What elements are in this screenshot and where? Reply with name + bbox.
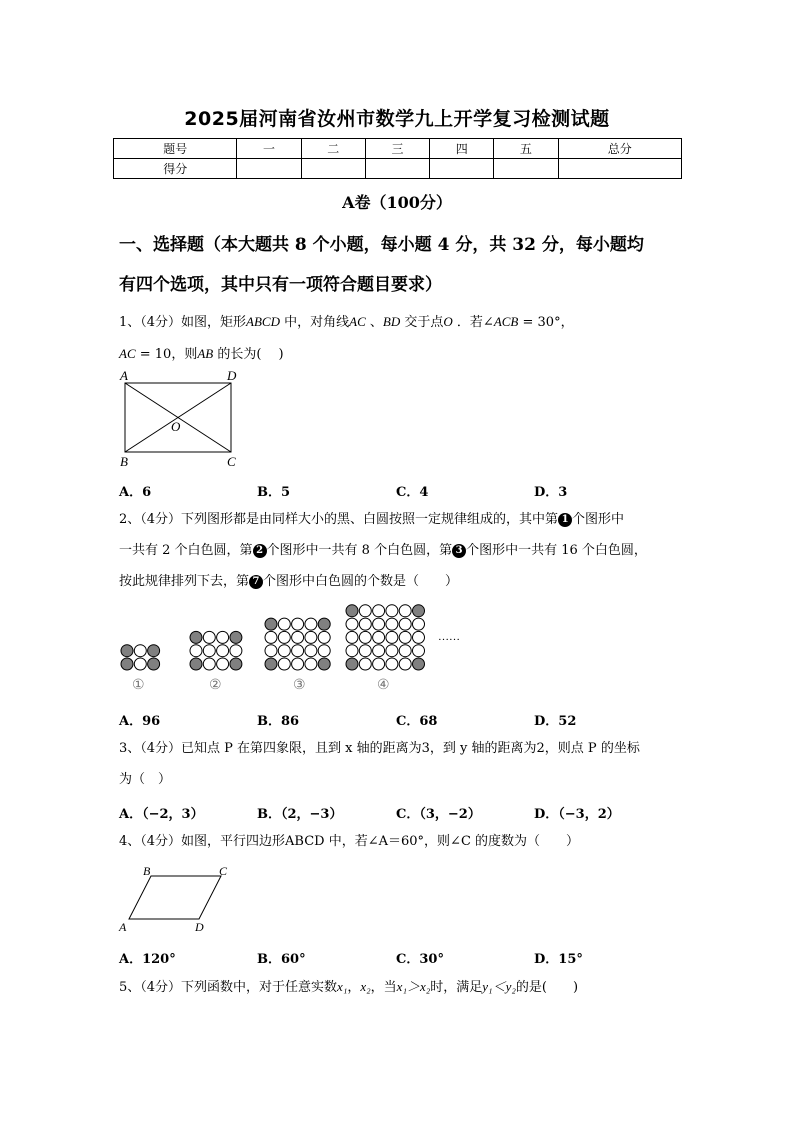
white-circle <box>413 618 425 630</box>
score-header-cell: 四 <box>430 139 494 159</box>
white-circle <box>413 631 425 643</box>
label-b: B <box>143 864 151 878</box>
white-circle <box>373 618 385 630</box>
q4-option-c[interactable]: C．30° <box>396 952 444 967</box>
label-a: A <box>119 920 127 934</box>
section-heading: A卷（100分） <box>342 193 452 212</box>
white-circle <box>373 605 385 617</box>
label-o: O <box>171 419 181 434</box>
figure-label-2: ② <box>209 678 222 693</box>
circled-number: 7 <box>249 575 263 589</box>
q4-parallelogram-figure <box>115 862 240 934</box>
grey-circle <box>230 658 242 670</box>
score-table-score-row <box>114 159 682 179</box>
score-table <box>113 138 682 179</box>
white-circle <box>265 645 277 657</box>
q3-option-b[interactable]: B．（2，−3） <box>257 807 343 822</box>
white-circle <box>292 618 304 630</box>
white-circle <box>318 631 330 643</box>
q1-option-a[interactable]: A．6 <box>119 485 152 500</box>
white-circle <box>278 631 290 643</box>
q2-line2: 一共有 2 个白色圆，第 2 个图形中一共有 8 个白色圆，第 3 个图形中一共有 16 个白色圆， <box>119 543 647 558</box>
q4-option-d[interactable]: D．15° <box>534 952 583 967</box>
white-circle <box>265 631 277 643</box>
q3-option-d[interactable]: D．（−3，2） <box>534 807 620 822</box>
white-circle <box>217 658 229 670</box>
white-circle <box>346 645 358 657</box>
q1-line2: AC = 10，则AB 的长为( ) <box>119 346 284 362</box>
white-circle <box>359 618 371 630</box>
white-circle <box>359 658 371 670</box>
q1-rectangle-figure <box>115 366 245 470</box>
score-header-cell: 题号 <box>114 139 237 159</box>
grey-circle <box>121 658 133 670</box>
q2-option-d[interactable]: D．52 <box>534 714 577 729</box>
q2-line3: 按此规律排列下去，第 7 个图形中白色圆的个数是（ ） <box>119 574 459 589</box>
white-circle <box>203 658 215 670</box>
white-circle <box>399 658 411 670</box>
score-header-cell: 五 <box>494 139 558 159</box>
q2-circles-group <box>121 605 425 670</box>
white-circle <box>386 645 398 657</box>
white-circle <box>134 658 146 670</box>
q5-line1: 5、（4分）下列函数中，对于任意实数x₁，x₂，当x₁＞x₂时，满足y₁＜y₂的是( ) <box>119 979 579 995</box>
score-header-cell: 二 <box>301 139 365 159</box>
q1-option-b[interactable]: B．5 <box>257 485 291 500</box>
white-circle <box>305 645 317 657</box>
white-circle <box>278 618 290 630</box>
score-cell <box>558 159 681 179</box>
white-circle <box>217 631 229 643</box>
q4-option-a[interactable]: A．120° <box>119 952 176 967</box>
circled-number: 1 <box>558 513 572 527</box>
grey-circle <box>230 631 242 643</box>
white-circle <box>318 645 330 657</box>
grey-circle <box>121 645 133 657</box>
white-circle <box>134 645 146 657</box>
q1-option-d[interactable]: D．3 <box>534 485 568 500</box>
figure-label-4: ④ <box>377 678 390 693</box>
white-circle <box>359 605 371 617</box>
grey-circle <box>148 645 160 657</box>
white-circle <box>359 631 371 643</box>
white-circle <box>305 618 317 630</box>
part-heading-line2: 有四个选项，其中只有一项符合题目要求） <box>119 275 442 295</box>
white-circle <box>373 658 385 670</box>
figure-label-3: ③ <box>293 678 306 693</box>
white-circle <box>386 658 398 670</box>
white-circle <box>346 631 358 643</box>
white-circle <box>373 631 385 643</box>
white-circle <box>359 645 371 657</box>
score-cell <box>430 159 494 179</box>
score-header-cell: 三 <box>365 139 429 159</box>
figure-label-1: ① <box>132 678 145 693</box>
white-circle <box>399 645 411 657</box>
white-circle <box>386 605 398 617</box>
grey-circle <box>318 658 330 670</box>
label-c: C <box>219 864 228 878</box>
grey-circle <box>413 658 425 670</box>
white-circle <box>399 631 411 643</box>
q2-option-c[interactable]: C．68 <box>396 714 438 729</box>
q3-line2: 为（ ） <box>119 772 172 787</box>
white-circle <box>203 631 215 643</box>
white-circle <box>399 605 411 617</box>
q2-option-b[interactable]: B．86 <box>257 714 300 729</box>
white-circle <box>399 618 411 630</box>
label-d: D <box>195 920 204 934</box>
page-title: 2025届河南省汝州市数学九上开学复习检测试题 <box>184 108 610 130</box>
white-circle <box>373 645 385 657</box>
white-circle <box>278 645 290 657</box>
grey-circle <box>190 658 202 670</box>
grey-circle <box>148 658 160 670</box>
score-cell <box>237 159 301 179</box>
white-circle <box>292 631 304 643</box>
score-table-header-row <box>114 139 682 159</box>
circled-number: 2 <box>253 544 267 558</box>
score-header-cell: 一 <box>237 139 301 159</box>
q1-line1: 1、（4分）如图，矩形ABCD 中，对角线AC 、BD 交于点O ．若∠ACB = 30°， <box>119 314 574 330</box>
grey-circle <box>346 605 358 617</box>
white-circle <box>203 645 215 657</box>
parallelogram-abcd <box>129 876 221 919</box>
q4-line1: 4、（4分）如图，平行四边形ABCD 中，若∠A＝60°，则∠C 的度数为（ ） <box>119 834 580 849</box>
white-circle <box>346 618 358 630</box>
white-circle <box>413 645 425 657</box>
q3-line1: 3、（4分）已知点 P 在第四象限，且到 x 轴的距离为3，到 y 轴的距离为2，则点 P 的坐标 <box>119 741 640 756</box>
white-circle <box>386 618 398 630</box>
label-d: D <box>227 368 237 383</box>
white-circle <box>292 645 304 657</box>
q3-option-a[interactable]: A．（−2，3） <box>119 807 204 822</box>
grey-circle <box>265 618 277 630</box>
label-a: A <box>120 368 128 383</box>
part-heading-line1: 一、选择题（本大题共 8 个小题，每小题 4 分，共 32 分，每小题均 <box>119 235 644 255</box>
white-circle <box>292 658 304 670</box>
q2-line1: 2、（4分）下列图形都是由同样大小的黑、白圆按照一定规律组成的，其中第 1 个图形中 <box>119 512 625 527</box>
white-circle <box>305 631 317 643</box>
grey-circle <box>190 631 202 643</box>
white-circle <box>278 658 290 670</box>
white-circle <box>217 645 229 657</box>
score-cell <box>301 159 365 179</box>
grey-circle <box>413 605 425 617</box>
score-cell <box>494 159 558 179</box>
score-cell <box>365 159 429 179</box>
white-circle <box>230 645 242 657</box>
pattern-ellipsis: …… <box>438 631 460 643</box>
score-header-cell: 总分 <box>558 139 681 159</box>
white-circle <box>386 631 398 643</box>
label-c: C <box>227 454 236 469</box>
grey-circle <box>265 658 277 670</box>
score-row-label: 得分 <box>114 159 237 179</box>
white-circle <box>190 645 202 657</box>
q4-option-b[interactable]: B．60° <box>257 952 306 967</box>
q1-option-c[interactable]: C．4 <box>396 485 429 500</box>
white-circle <box>305 658 317 670</box>
circled-number: 3 <box>452 544 466 558</box>
q2-circle-pattern-figure <box>110 598 480 698</box>
q3-option-c[interactable]: C．（3，−2） <box>396 807 481 822</box>
q2-option-a[interactable]: A．96 <box>119 714 161 729</box>
label-b: B <box>120 454 128 469</box>
grey-circle <box>346 658 358 670</box>
grey-circle <box>318 618 330 630</box>
